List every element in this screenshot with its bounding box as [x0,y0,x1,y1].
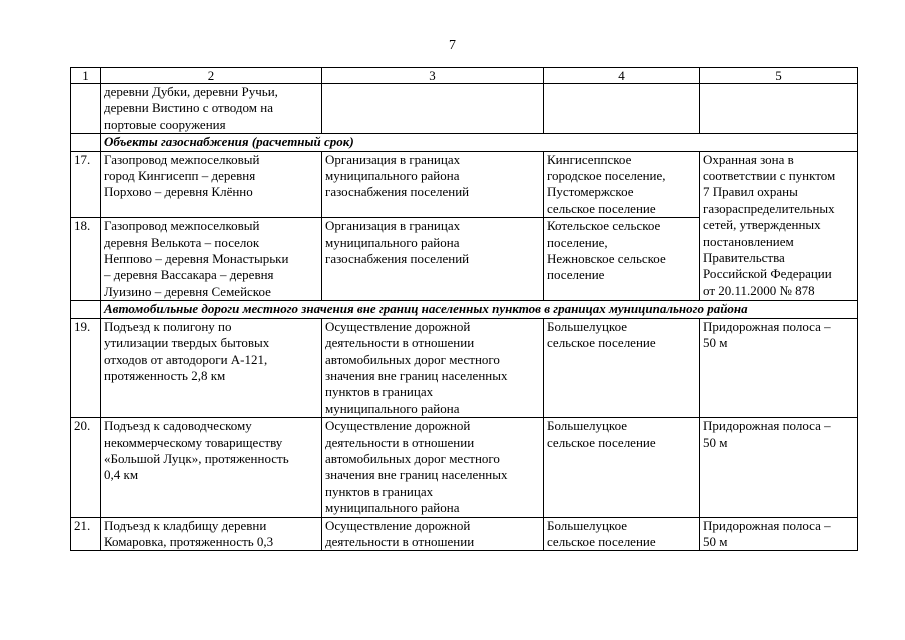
location: Кингисеппское городское поселение, Пустомержское сельское поселение [544,151,700,218]
purpose [322,84,544,134]
table-row [71,318,858,417]
purpose: Осуществление дорожной деятельности в отношении автомобильных дорог местного значения вне границ населенных пунктов в границах муниципального района [322,418,544,517]
protection-zone: Охранная зона в соответствии с пунктом 7 Правил охраны газораспределительных сетей, утвержденных постановлением Правительства Российской Федерации от 20.11.2000 № 878 [700,151,858,301]
purpose: Организация в границах муниципального района газоснабжения поселений [322,151,544,218]
table-row [71,418,858,517]
table-row [71,517,858,551]
row-number: 19. [71,318,101,417]
column-number: 1 [71,68,101,84]
object-name: Подъезд к кладбищу деревни Комаровка, протяженность 0,3 [101,517,322,551]
section-heading-row [71,301,858,318]
protection-zone: Придорожная полоса – 50 м [700,318,858,417]
location: Большелуцкое сельское поселение [544,517,700,551]
purpose: Осуществление дорожной деятельности в отношении [322,517,544,551]
location: Котельское сельское поселение, Нежновское сельское поселение [544,218,700,301]
section-heading-row [71,134,858,151]
column-number: 3 [322,68,544,84]
row-number: 18. [71,218,101,301]
location [544,84,700,134]
infrastructure-table [70,67,858,551]
row-number [71,84,101,134]
location: Большелуцкое сельское поселение [544,418,700,517]
object-name: Подъезд к полигону по утилизации твердых бытовых отходов от автодороги А-121, протяженность 2,8 км [101,318,322,417]
row-number: 20. [71,418,101,517]
zone [700,84,858,134]
object-name: Подъезд к садоводческому некоммерческому товариществу «Большой Луцк», протяженность 0,4 км [101,418,322,517]
purpose: Организация в границах муниципального района газоснабжения поселений [322,218,544,301]
purpose: Осуществление дорожной деятельности в отношении автомобильных дорог местного значения вне границ населенных пунктов в границах муниципального района [322,318,544,417]
protection-zone: Придорожная полоса – 50 м [700,517,858,551]
table-row [71,151,858,218]
row-number: 17. [71,151,101,218]
row-number: 21. [71,517,101,551]
column-number: 4 [544,68,700,84]
protection-zone: Придорожная полоса – 50 м [700,418,858,517]
object-name: деревни Дубки, деревни Ручьи, деревни Вистино с отводом на портовые сооружения [101,84,322,134]
column-numbers-row [71,68,858,84]
column-number: 5 [700,68,858,84]
section-heading-gas: Объекты газоснабжения (расчетный срок) [101,134,858,151]
continuation-row [71,84,858,134]
location: Большелуцкое сельское поселение [544,318,700,417]
page-number: 7 [449,38,456,53]
column-number: 2 [101,68,322,84]
object-name: Газопровод межпоселковый деревня Велькота – поселок Неппово – деревня Монастырьки – деревня Вассакара – деревня Луизино – деревня Семейское [101,218,322,301]
object-name: Газопровод межпоселковый город Кингисепп – деревня Порхово – деревня Клённо [101,151,322,218]
section-heading-roads: Автомобильные дороги местного значения вне границ населенных пунктов в границах муниципального района [101,301,858,318]
